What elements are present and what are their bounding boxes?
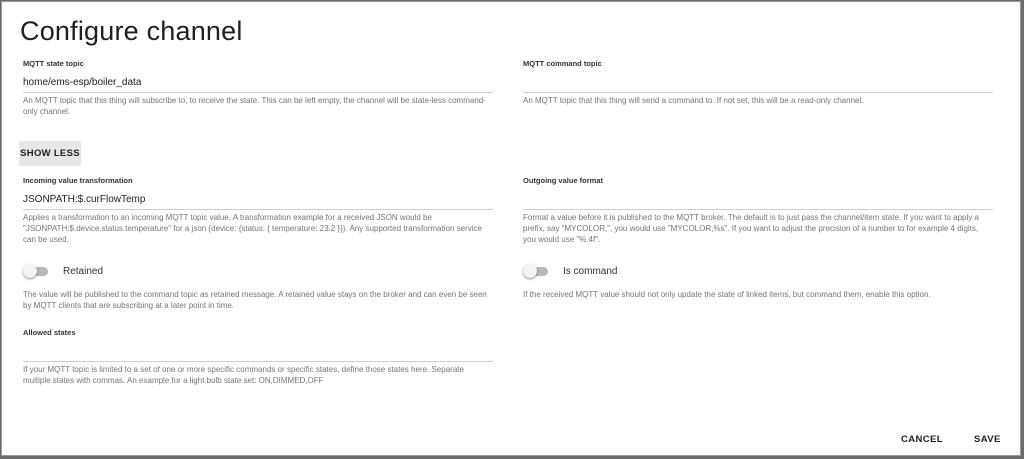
retained-toggle-thumb: [23, 264, 37, 278]
command-topic-field: [523, 59, 993, 106]
allowed-states-label: Allowed states: [23, 328, 76, 337]
is-command-toggle-thumb: [523, 264, 537, 278]
outgoing-format-help: Format a value before it is published to the MQTT broker. The default is to just pass the channel/item state. If you want to apply a prefix, say "MYCOLOR,", you would use "MYCOLOR,%s". If you want to adjust the precision of a number to for example 4 digits, you would use "%.4f".: [523, 213, 979, 244]
allowed-states-input[interactable]: [23, 342, 493, 362]
cancel-button[interactable]: CANCEL: [901, 434, 943, 445]
command-topic-label: MQTT command topic: [523, 59, 602, 68]
outgoing-format-input[interactable]: [523, 190, 993, 210]
state-topic-input[interactable]: [23, 73, 493, 93]
incoming-transformation-help: Applies a transformation to an incoming MQTT topic value. A transformation example for a received JSON would be "JSONPATH:$.device.status.temperature" for a json {device: {status: { temperature: 23.2 }}}. Any supported transformation service can be used.: [23, 213, 482, 244]
state-topic-help: An MQTT topic that this thing will subscribe to, to receive the state. This can be left empty, the channel will be state-less command-only channel.: [23, 96, 486, 116]
is-command-help: If the received MQTT value should not only update the state of linked items, but command them, enable this option.: [523, 290, 931, 299]
show-less-button[interactable]: SHOW LESS: [19, 141, 81, 166]
state-topic-field: [23, 59, 493, 117]
retained-row: [23, 265, 103, 277]
is-command-toggle[interactable]: [523, 265, 549, 277]
allowed-states-field: [23, 328, 493, 386]
retained-toggle[interactable]: [23, 265, 49, 277]
save-button[interactable]: SAVE: [974, 434, 1001, 445]
incoming-transformation-field: [23, 176, 493, 245]
command-topic-input[interactable]: [523, 73, 993, 93]
is-command-label: Is command: [563, 265, 618, 277]
state-topic-label: MQTT state topic: [23, 59, 84, 68]
dialog-title: Configure channel: [20, 16, 243, 46]
configure-channel-dialog: [1, 1, 1021, 456]
allowed-states-help: If your MQTT topic is limited to a set of one or more specific commands or specific states, define those states here. Separate multiple states with commas. An example for a light bulb state set: ON,DIMMED,OFF: [23, 365, 464, 385]
incoming-transformation-input[interactable]: [23, 190, 493, 210]
outgoing-format-field: [523, 176, 993, 245]
command-topic-help: An MQTT topic that this thing will send a command to. If not set, this will be a read-only channel.: [523, 96, 864, 105]
is-command-row: [523, 265, 617, 277]
retained-label: Retained: [63, 265, 104, 277]
incoming-transformation-label: Incoming value transformation: [23, 176, 133, 185]
outgoing-format-label: Outgoing value format: [523, 176, 604, 185]
retained-help: The value will be published to the command topic as retained message. A retained value stays on the broker and can even be seen by MQTT clients that are subscribing at a later point in time.: [23, 290, 487, 310]
